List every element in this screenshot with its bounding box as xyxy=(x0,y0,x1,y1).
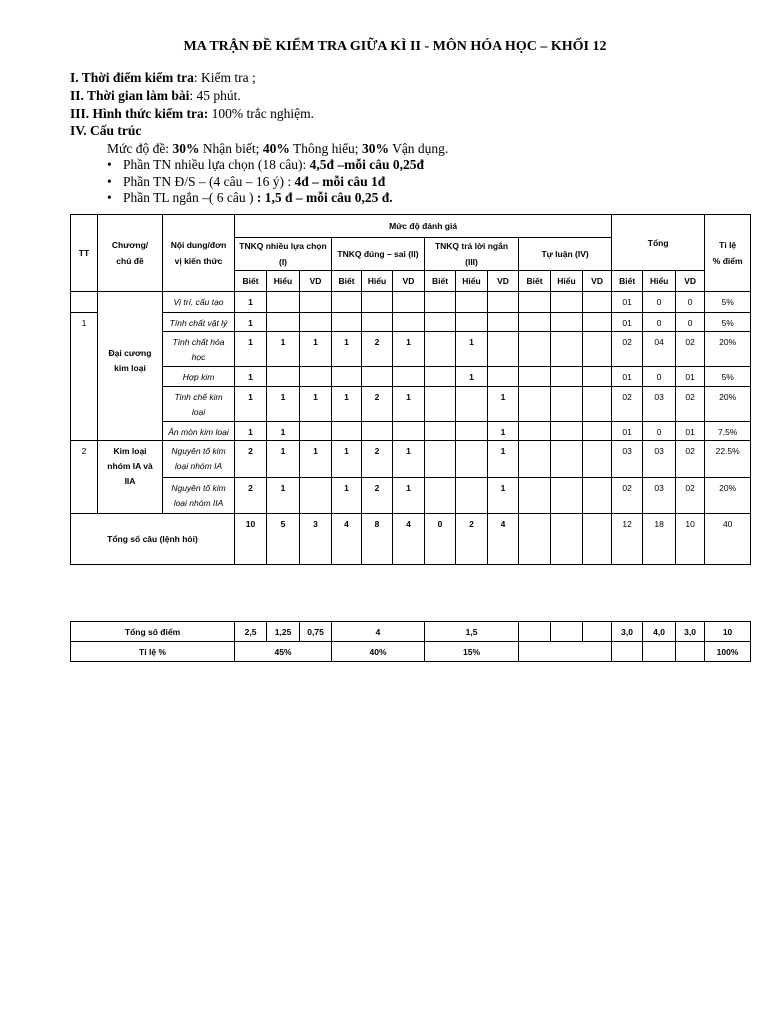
header-level-vd: VD xyxy=(583,271,612,292)
total-vd-cell: 0 xyxy=(676,313,705,332)
total-vd-cell: 02 xyxy=(676,332,705,367)
total-biet-cell: 01 xyxy=(612,292,643,313)
header-level-hieu: Hiểu xyxy=(267,271,300,292)
total-count-i-vd-cell: 3 xyxy=(300,514,332,565)
header-total-hieu: Hiểu xyxy=(643,271,676,292)
total-total-hieu-cell: 18 xyxy=(643,514,676,565)
total-count-ii-biet-cell: 4 xyxy=(332,514,362,565)
info-label: III. Hình thức kiểm tra: xyxy=(70,106,209,121)
matrix-row xyxy=(71,478,751,514)
header-content: Nội dung/đơn vị kiến thức xyxy=(163,215,235,292)
header-level-hieu: Hiểu xyxy=(551,271,583,292)
ratio-cell: 20% xyxy=(705,332,751,367)
count-iv-vd-cell xyxy=(583,387,612,422)
count-i-vd-cell: 1 xyxy=(300,332,332,367)
count-ii-vd-cell xyxy=(393,422,425,441)
count-iii-biet-cell xyxy=(425,478,456,514)
tt-cell: 1 xyxy=(71,313,98,441)
count-ii-biet-cell xyxy=(332,292,362,313)
total-hieu-cell: 03 xyxy=(643,478,676,514)
count-i-vd-cell: 1 xyxy=(300,441,332,478)
content-cell: Tính chất vật lý xyxy=(163,313,235,332)
count-i-vd-cell xyxy=(300,478,332,514)
matrix-row xyxy=(71,332,751,367)
count-iii-vd-cell: 1 xyxy=(488,422,519,441)
matrix-row xyxy=(71,387,751,422)
count-iii-hieu-cell xyxy=(456,313,488,332)
content-cell: Ăn mòn kim loại xyxy=(163,422,235,441)
count-ii-hieu-cell: 2 xyxy=(362,387,393,422)
apply-label: Vận dụng. xyxy=(388,141,449,156)
header-level-vd: VD xyxy=(393,271,425,292)
total-total-biet-cell: 12 xyxy=(612,514,643,565)
score-label-cell: Tổng số điểm xyxy=(71,622,235,642)
matrix-row xyxy=(71,367,751,387)
header-assessment-level: Mức độ đánh giá xyxy=(235,215,612,238)
count-iv-biet-cell xyxy=(519,313,551,332)
count-ii-biet-cell xyxy=(332,367,362,387)
header-level-biet: Biết xyxy=(235,271,267,292)
total-biet-cell: 02 xyxy=(612,387,643,422)
count-i-hieu-cell xyxy=(267,367,300,387)
count-iv-biet-cell xyxy=(519,367,551,387)
total-biet-cell: 02 xyxy=(612,478,643,514)
count-iii-hieu-cell: 1 xyxy=(456,367,488,387)
count-i-hieu-cell: 1 xyxy=(267,332,300,367)
count-i-hieu-cell: 1 xyxy=(267,478,300,514)
count-ii-hieu-cell: 2 xyxy=(362,332,393,367)
count-iv-biet-cell xyxy=(519,387,551,422)
count-ii-biet-cell: 1 xyxy=(332,387,362,422)
part-score: 4,5đ –mỗi câu 0,25đ xyxy=(309,157,425,172)
total-hieu-cell: 03 xyxy=(643,441,676,478)
count-iv-biet-cell xyxy=(519,478,551,514)
count-iii-hieu-cell xyxy=(456,422,488,441)
count-i-vd-cell xyxy=(300,367,332,387)
assessment-matrix-table xyxy=(70,214,751,565)
info-line-structure xyxy=(70,122,141,139)
info-value: : 45 phút. xyxy=(189,88,241,103)
recognize-percent: 30% xyxy=(172,141,200,156)
info-line-format xyxy=(70,105,314,122)
count-iii-biet-cell xyxy=(425,292,456,313)
count-iii-vd-cell: 1 xyxy=(488,441,519,478)
matrix-total-row xyxy=(71,514,751,565)
total-count-iii-biet-cell: 0 xyxy=(425,514,456,565)
count-ii-vd-cell xyxy=(393,292,425,313)
count-ii-biet-cell xyxy=(332,422,362,441)
total-label-cell: Tổng số câu (lệnh hỏi) xyxy=(71,514,235,565)
count-i-hieu-cell xyxy=(267,313,300,332)
total-vd-cell: 0 xyxy=(676,292,705,313)
count-ii-vd-cell: 1 xyxy=(393,478,425,514)
score-essay-biet-cell xyxy=(519,622,551,642)
count-ii-vd-cell: 1 xyxy=(393,332,425,367)
total-biet-cell: 01 xyxy=(612,367,643,387)
count-ii-hieu-cell: 2 xyxy=(362,441,393,478)
ratio-cell: 5% xyxy=(705,313,751,332)
score-short-answer-cell: 1,5 xyxy=(425,622,519,642)
content-cell: Nguyên tố kim loại nhóm IIA xyxy=(163,478,235,514)
count-i-biet-cell: 1 xyxy=(235,422,267,441)
count-iv-hieu-cell xyxy=(551,332,583,367)
count-i-vd-cell xyxy=(300,313,332,332)
matrix-row xyxy=(71,313,751,332)
count-ii-biet-cell: 1 xyxy=(332,478,362,514)
ratio-label-cell: Tỉ lệ % xyxy=(71,642,235,662)
score-summary-table xyxy=(70,621,751,662)
content-cell: Hợp kim xyxy=(163,367,235,387)
matrix-row xyxy=(71,441,751,478)
difficulty-prefix: Mức độ đề: xyxy=(107,141,173,156)
difficulty-line xyxy=(107,140,448,157)
apply-percent: 30% xyxy=(361,141,389,156)
score-essay-vd-cell xyxy=(583,622,612,642)
score-mcq-vd-cell: 0,75 xyxy=(300,622,332,642)
info-line-time xyxy=(70,69,256,86)
count-ii-biet-cell: 1 xyxy=(332,332,362,367)
document-title: MA TRẬN ĐỀ KIỂM TRA GIỮA KÌ II - MÔN HÓA HỌC – KHỐI 12 xyxy=(183,39,607,54)
score-mcq-biet-cell: 2,5 xyxy=(235,622,267,642)
total-count-iii-hieu-cell: 2 xyxy=(456,514,488,565)
count-iii-vd-cell xyxy=(488,367,519,387)
count-i-hieu-cell: 1 xyxy=(267,441,300,478)
matrix-row xyxy=(71,422,751,441)
score-total-hieu-cell: 4,0 xyxy=(643,622,676,642)
count-ii-hieu-cell xyxy=(362,367,393,387)
count-i-hieu-cell: 1 xyxy=(267,387,300,422)
count-i-hieu-cell: 1 xyxy=(267,422,300,441)
content-cell: Tinh chế kim loại xyxy=(163,387,235,422)
count-iii-hieu-cell xyxy=(456,292,488,313)
count-i-hieu-cell xyxy=(267,292,300,313)
header-total-vd: VD xyxy=(676,271,705,292)
count-i-biet-cell: 2 xyxy=(235,441,267,478)
header-ratio: Tỉ lệ % điểm xyxy=(705,215,751,292)
count-iv-vd-cell xyxy=(583,313,612,332)
tt-cell xyxy=(71,292,98,313)
content-cell: Nguyên tố kim loại nhóm IA xyxy=(163,441,235,478)
total-count-iv-hieu-cell xyxy=(551,514,583,565)
score-true-false-cell: 4 xyxy=(332,622,425,642)
header-tt: TT xyxy=(71,215,98,292)
score-essay-hieu-cell xyxy=(551,622,583,642)
total-vd-cell: 02 xyxy=(676,441,705,478)
count-iv-vd-cell xyxy=(583,422,612,441)
header-row xyxy=(71,215,751,238)
count-iii-hieu-cell xyxy=(456,441,488,478)
count-iii-biet-cell xyxy=(425,313,456,332)
count-iii-biet-cell xyxy=(425,367,456,387)
count-ii-hieu-cell: 2 xyxy=(362,478,393,514)
matrix-row xyxy=(71,292,751,313)
count-iv-hieu-cell xyxy=(551,422,583,441)
count-iv-biet-cell xyxy=(519,292,551,313)
count-i-biet-cell: 1 xyxy=(235,367,267,387)
ratio-overall-cell: 100% xyxy=(705,642,751,662)
count-iv-biet-cell xyxy=(519,441,551,478)
total-vd-cell: 02 xyxy=(676,478,705,514)
total-total-vd-cell: 10 xyxy=(676,514,705,565)
total-count-i-hieu-cell: 5 xyxy=(267,514,300,565)
count-iv-biet-cell xyxy=(519,422,551,441)
count-iv-vd-cell xyxy=(583,441,612,478)
header-tnkq-multiple-choice: TNKQ nhiều lựa chọn (I) xyxy=(235,238,332,271)
score-mcq-hieu-cell: 1,25 xyxy=(267,622,300,642)
header-total-biet: Biết xyxy=(612,271,643,292)
count-iii-biet-cell xyxy=(425,422,456,441)
header-chapter: Chương/ chủ đề xyxy=(98,215,163,292)
part-multiple-choice xyxy=(123,156,424,173)
ratio-cell: 5% xyxy=(705,292,751,313)
summary-ratio-row xyxy=(71,642,751,662)
score-total-biet-cell: 3,0 xyxy=(612,622,643,642)
header-level-biet: Biết xyxy=(332,271,362,292)
count-i-vd-cell xyxy=(300,422,332,441)
count-iv-hieu-cell xyxy=(551,313,583,332)
total-hieu-cell: 0 xyxy=(643,422,676,441)
count-iii-biet-cell xyxy=(425,387,456,422)
total-count-iii-vd-cell: 4 xyxy=(488,514,519,565)
count-iv-hieu-cell xyxy=(551,478,583,514)
ratio-cell: 20% xyxy=(705,387,751,422)
ratio-cell: 5% xyxy=(705,367,751,387)
total-hieu-cell: 0 xyxy=(643,292,676,313)
ratio-total-biet-cell xyxy=(612,642,643,662)
count-ii-biet-cell xyxy=(332,313,362,332)
info-value: : Kiểm tra ; xyxy=(193,70,256,85)
total-biet-cell: 03 xyxy=(612,441,643,478)
header-level-biet: Biết xyxy=(519,271,551,292)
part-short-answer xyxy=(123,189,393,206)
count-iii-vd-cell: 1 xyxy=(488,387,519,422)
ratio-short-answer-cell: 15% xyxy=(425,642,519,662)
ratio-cell: 7,5% xyxy=(705,422,751,441)
total-count-iv-vd-cell xyxy=(583,514,612,565)
count-iv-hieu-cell xyxy=(551,367,583,387)
ratio-essay-cell xyxy=(519,642,612,662)
tt-cell: 2 xyxy=(71,441,98,514)
part-score: : 1,5 đ – mỗi câu 0,25 đ. xyxy=(256,190,393,205)
total-hieu-cell: 03 xyxy=(643,387,676,422)
total-count-ii-vd-cell: 4 xyxy=(393,514,425,565)
header-essay: Tự luận (IV) xyxy=(519,238,612,271)
ratio-total-hieu-cell xyxy=(643,642,676,662)
info-label: I. Thời điểm kiểm tra xyxy=(70,70,194,85)
content-cell: Vị trí, cấu tạo xyxy=(163,292,235,313)
count-i-biet-cell: 1 xyxy=(235,332,267,367)
total-vd-cell: 02 xyxy=(676,387,705,422)
header-tnkq-short-answer: TNKQ trả lời ngắn (III) xyxy=(425,238,519,271)
total-vd-cell: 01 xyxy=(676,367,705,387)
count-i-biet-cell: 1 xyxy=(235,292,267,313)
understand-percent: 40% xyxy=(262,141,290,156)
count-iii-vd-cell xyxy=(488,332,519,367)
header-level-vd: VD xyxy=(300,271,332,292)
chapter-cell: Đại cương kim loại xyxy=(98,292,163,441)
count-iv-vd-cell xyxy=(583,367,612,387)
matrix-body xyxy=(71,292,751,565)
info-label: IV. Cấu trúc xyxy=(70,123,142,138)
summary-score-row xyxy=(71,622,751,642)
total-biet-cell: 02 xyxy=(612,332,643,367)
count-i-biet-cell: 1 xyxy=(235,387,267,422)
total-biet-cell: 01 xyxy=(612,422,643,441)
count-iv-vd-cell xyxy=(583,292,612,313)
count-i-biet-cell: 1 xyxy=(235,313,267,332)
part-score: 4đ – mỗi câu 1đ xyxy=(294,174,386,189)
total-count-iv-biet-cell xyxy=(519,514,551,565)
count-iv-biet-cell xyxy=(519,332,551,367)
count-iv-hieu-cell xyxy=(551,292,583,313)
count-i-biet-cell: 2 xyxy=(235,478,267,514)
total-biet-cell: 01 xyxy=(612,313,643,332)
total-count-i-biet-cell: 10 xyxy=(235,514,267,565)
header-tnkq-true-false: TNKQ đúng – sai (II) xyxy=(332,238,425,271)
ratio-mcq-cell: 45% xyxy=(235,642,332,662)
count-iii-hieu-cell: 1 xyxy=(456,332,488,367)
info-label: II. Thời gian làm bài xyxy=(70,88,190,103)
understand-label: Thông hiểu; xyxy=(289,141,362,156)
info-value: 100% trắc nghiệm. xyxy=(208,106,314,121)
count-ii-hieu-cell xyxy=(362,422,393,441)
part-text: Phần TL ngắn –( 6 câu ) xyxy=(123,190,257,205)
ratio-true-false-cell: 40% xyxy=(332,642,425,662)
total-hieu-cell: 0 xyxy=(643,313,676,332)
count-iii-vd-cell xyxy=(488,313,519,332)
total-count-ii-hieu-cell: 8 xyxy=(362,514,393,565)
count-iv-hieu-cell xyxy=(551,387,583,422)
content-cell: Tính chất hóa học xyxy=(163,332,235,367)
header-level-hieu: Hiểu xyxy=(362,271,393,292)
header-level-biet: Biết xyxy=(425,271,456,292)
header-total: Tổng xyxy=(612,215,705,271)
count-iii-hieu-cell xyxy=(456,478,488,514)
ratio-cell: 22.5% xyxy=(705,441,751,478)
count-i-vd-cell xyxy=(300,292,332,313)
count-iii-biet-cell xyxy=(425,332,456,367)
ratio-cell: 20% xyxy=(705,478,751,514)
header-level-vd: VD xyxy=(488,271,519,292)
count-i-vd-cell: 1 xyxy=(300,387,332,422)
recognize-label: Nhận biết; xyxy=(199,141,263,156)
count-iii-hieu-cell xyxy=(456,387,488,422)
count-ii-vd-cell: 1 xyxy=(393,387,425,422)
total-ratio-cell: 40 xyxy=(705,514,751,565)
count-iv-vd-cell xyxy=(583,332,612,367)
info-line-duration xyxy=(70,87,241,104)
header-level-hieu: Hiểu xyxy=(456,271,488,292)
count-iii-biet-cell xyxy=(425,441,456,478)
score-overall-cell: 10 xyxy=(705,622,751,642)
count-ii-hieu-cell xyxy=(362,292,393,313)
count-ii-vd-cell xyxy=(393,367,425,387)
part-text: Phần TN nhiều lựa chọn (18 câu): xyxy=(123,157,310,172)
count-iv-vd-cell xyxy=(583,478,612,514)
score-total-vd-cell: 3,0 xyxy=(676,622,705,642)
chapter-cell: Kim loại nhóm IA và IIA xyxy=(98,441,163,514)
total-hieu-cell: 04 xyxy=(643,332,676,367)
part-true-false xyxy=(123,173,385,190)
part-text: Phần TN Đ/S – (4 câu – 16 ý) : xyxy=(123,174,295,189)
total-hieu-cell: 0 xyxy=(643,367,676,387)
count-ii-vd-cell xyxy=(393,313,425,332)
count-ii-vd-cell: 1 xyxy=(393,441,425,478)
count-iv-hieu-cell xyxy=(551,441,583,478)
ratio-total-vd-cell xyxy=(676,642,705,662)
count-iii-vd-cell: 1 xyxy=(488,478,519,514)
total-vd-cell: 01 xyxy=(676,422,705,441)
count-iii-vd-cell xyxy=(488,292,519,313)
count-ii-biet-cell: 1 xyxy=(332,441,362,478)
count-ii-hieu-cell xyxy=(362,313,393,332)
